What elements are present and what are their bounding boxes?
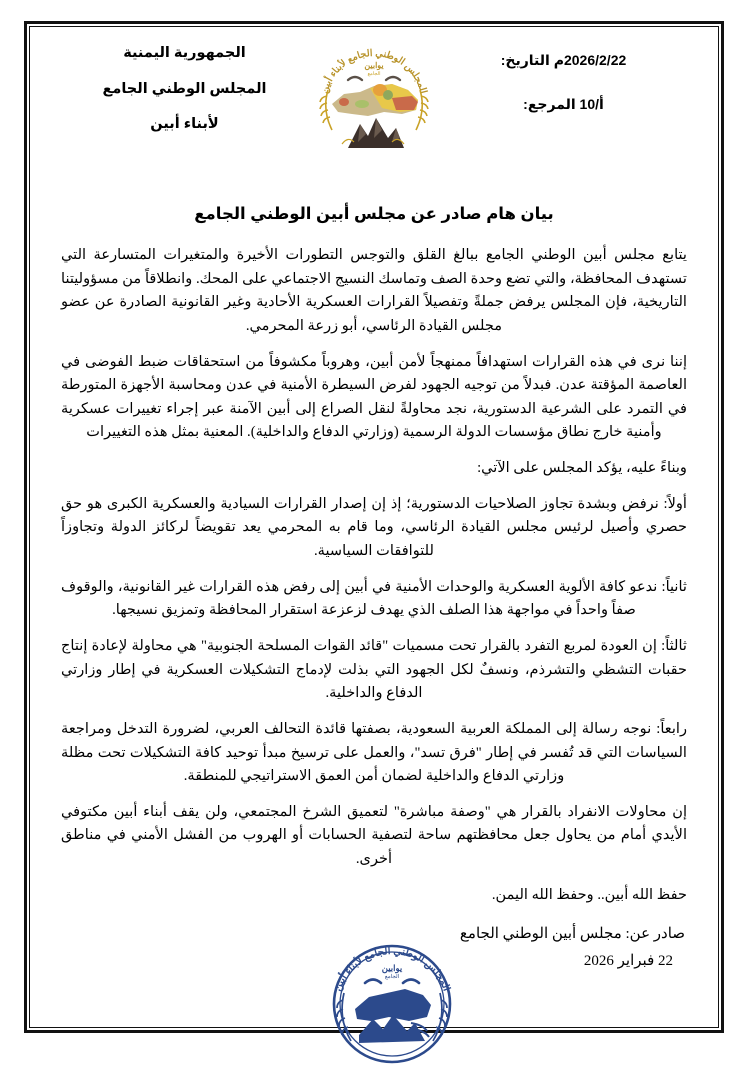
paragraph-point-second: ثانياً: ندعو كافة الألوية العسكرية والوحدات الأمنية في أبين إلى رفض هذه القرارات غير القانونية، والوقوف صفاً واحداً في مواجهة هذا الصلف الذي يهدف لزعزعة استقرار المحافظة وتمزيق نسيجها. [61,578,687,619]
paragraph-point-fourth: رابعاً: نوجه رسالة إلى المملكة العربية السعودية، بصفتها قائدة التحالف العربي، لضرورة التدخل ومراجعة السياسات التي قد تُفسر في إطار "فرق تسد"، والعمل على ترسيخ مبدأ توحيد كافة التشكيلات تحت مظلة وزارتي الدفاع والداخلية لضمان أمن العمق الاستراتيجي للمنطقة. [61,720,687,785]
document-reference-label: المرجع: [523,96,576,112]
svg-text:يوابين: يوابين [364,61,384,70]
paragraph-intro: يتابع مجلس أبين الوطني الجامع ببالغ القلق والتوجس التطورات الأخيرة والمتغيرات المتسارعة التي تستهدف المحافظة، والتي تضع وحدة الصف وتماسك النسيج الاجتماعي على المحك. وانطلاقاً من مسؤوليتنا التاريخية، فإن المجلس يرفض جملةً وتفصيلاً القرارات العسكرية الأحادية وغير القانونية الصادرة عن عضو مجلس القيادة الرئاسي، أبو زرعة المحرمي. [61,247,687,334]
paragraph-lead-in: وبناءً عليه، يؤكد المجلس على الآتي: [477,460,687,477]
issued-by-line: صادر عن: مجلس أبين الوطني الجامع [459,926,685,943]
document-page-border [24,21,724,1033]
republic-name: الجمهورية اليمنية [123,45,246,61]
letterhead-meta [440,38,687,140]
paragraph-closing-warning: إن محاولات الانفراد بالقرار هي "وصفة مباشرة" لتعميق الشرخ المجتمعي، ولن يقف أبناء أبين مكتوفي الأيدي أمام من يحاول جعل محافظتهم ساحة لتصفية الحسابات أو الهروب من الفشل الأمني في مناطق أخرى. [61,803,687,868]
council-subtitle: لأبناء أبين [150,116,219,132]
official-seal-icon [315,927,469,1081]
svg-text:الجامع: الجامع [384,974,400,981]
paragraph-context: إننا نرى في هذه القرارات استهدافاً ممنهجاً لأمن أبين، وهروباً مكشوفاً من استحقاقات ضبط الفوضى في العاصمة المؤقتة عدن. فبدلاً من توجيه الجهود لفرض السيطرة الأمنية في عدن ومحاسبة الأجهزة المتورطة في التمرد على الشرعية الدستورية، نجد محاولةً لنقل الصراع إلى أبين الآمنة عبر إجراء تغييرات عسكرية وأمنية خارج نطاق مؤسسات الدولة الرسمية (وزارتي الدفاع والداخلية). المعنية بمثل هذه التغييرات [61,353,687,441]
document-date-value: 2026/2/22م [553,52,627,68]
svg-text:يوابين: يوابين [381,963,403,974]
paragraph-point-third: ثالثاً: إن العودة لمربع التفرد بالقرار تحت مسميات "قائد القوات المسلحة الجنوبية" هي محاولة لإعادة إنتاج حقبات التشظي والتشرذم، ونسفٌ لكل الجهود التي بذلت لإدماج التشكيلات العسكرية في إطار وزارتي الدفاع والداخلية. [61,637,687,702]
paragraph-point-first: أولاً: نرفض وبشدة تجاوز الصلاحيات الدستورية؛ إذ إن إصدار القرارات السيادية والعسكرية الكبرى هو حق حصري وأصيل لرئيس مجلس القيادة الرئاسي، وما قام به المحرمي يعد تقويضاً لركائز الدولة وتجاوزاً للتوافقات السياسية. [61,495,687,560]
document-reference-value: أ/10 [579,96,604,112]
letterhead [61,38,687,158]
council-name: المجلس الوطني الجامع [102,80,267,97]
svg-text:الجامع: الجامع [367,71,381,77]
paragraph-benediction: حفظ الله أبين.. وحفظ الله اليمن. [491,886,687,903]
svg-text:المجلس الوطني الجامع لأبناء أب: المجلس الوطني الجامع لأبناء أبين [319,47,429,95]
document-body [61,244,687,907]
document-reference-row [440,96,687,113]
letterhead-organization [61,38,308,153]
document-date-row [440,52,687,69]
signature-date: 22 فبراير 2026 [583,952,673,969]
document-page-content [27,24,721,1030]
signature-block [61,921,687,1071]
document-title: بيان هام صادر عن مجلس أبين الوطني الجامع [194,205,554,223]
document-date-label: التاريخ: [500,52,550,68]
council-emblem-icon [308,38,440,160]
svg-text:المجلس الوطني الجامع لأبناء أب: المجلس الوطني الجامع لأبناء أبين [332,946,452,994]
